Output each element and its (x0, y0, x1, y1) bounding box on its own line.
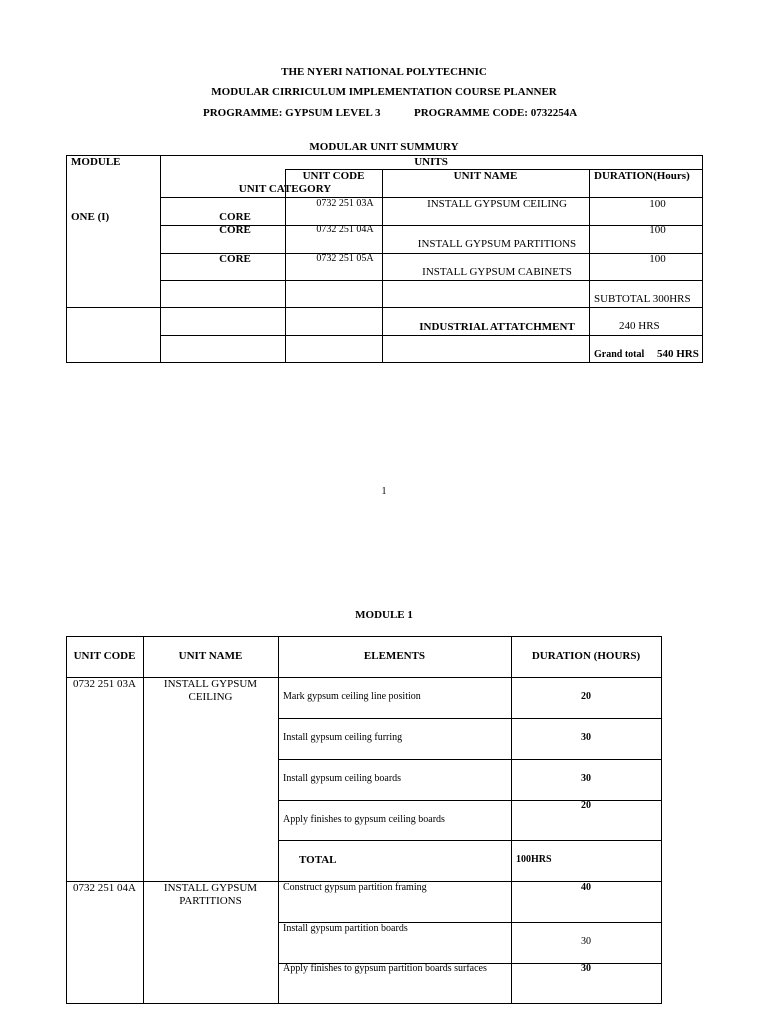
element-text: Install gypsum partition boards (283, 923, 408, 934)
unit-name-line: INSTALL GYPSUM (163, 678, 258, 690)
module-name: ONE (I) (71, 211, 110, 223)
module1-title: MODULE 1 (355, 609, 413, 621)
unit-code: 0732 251 03A (73, 678, 136, 690)
unit-category-header: UNIT CATEGORY (238, 183, 332, 195)
unit-category: CORE (219, 211, 251, 223)
module-header: MODULE (71, 156, 121, 168)
element-text: Install gypsum ceiling furring (283, 732, 403, 743)
element-hours: 30 (581, 732, 591, 743)
element-text: Install gypsum ceiling boards (283, 773, 402, 784)
unit-name-header: UNIT NAME (178, 650, 243, 662)
unit-name-line: PARTITIONS (179, 895, 242, 907)
industrial-attachment-label: INDUSTRIAL ATTATCHMENT (419, 321, 575, 333)
unit-code: 0732 251 03A (316, 198, 374, 209)
element-text: Mark gypsum ceiling line position (283, 691, 421, 702)
grand-total-value: 540 HRS (657, 348, 699, 360)
duration-header: DURATION (HOURS) (531, 650, 641, 662)
unit-code-header: UNIT CODE (73, 650, 136, 662)
unit-name: INSTALL GYPSUM CABINETS (422, 266, 572, 278)
total-value: 100HRS (516, 854, 552, 865)
unit-code: 0732 251 04A (316, 224, 374, 235)
unit-duration: 100 (649, 198, 666, 210)
unit-duration: 100 (649, 253, 666, 265)
subtotal: SUBTOTAL 300HRS (594, 293, 691, 305)
element-hours: 40 (581, 882, 591, 893)
unit-category: CORE (219, 224, 251, 236)
total-label: TOTAL (299, 854, 337, 866)
unit-code-header: UNIT CODE (302, 170, 365, 182)
units-header: UNITS (414, 156, 448, 168)
grand-total-label: Grand total (594, 349, 645, 360)
programme-code: PROGRAMME CODE: 0732254A (414, 107, 578, 119)
unit-code: 0732 251 05A (316, 253, 374, 264)
page-number: 1 (381, 486, 387, 497)
unit-name-header: UNIT NAME (453, 170, 518, 182)
element-text: Apply finishes to gypsum ceiling boards (283, 814, 445, 825)
summary-title: MODULAR UNIT SUMMURY (309, 141, 459, 153)
element-text: Apply finishes to gypsum partition boards surfaces (283, 963, 487, 974)
elements-header: ELEMENTS (363, 650, 426, 662)
element-hours: 30 (581, 773, 591, 784)
unit-category: CORE (219, 253, 251, 265)
element-text: Construct gypsum partition framing (283, 882, 427, 893)
industrial-attachment-hours: 240 HRS (619, 320, 660, 332)
unit-name: INSTALL GYPSUM CEILING (427, 198, 567, 210)
element-hours: 30 (581, 936, 591, 947)
programme-label: PROGRAMME: GYPSUM LEVEL 3 (203, 107, 381, 119)
unit-name: INSTALL GYPSUM PARTITIONS (417, 238, 577, 250)
institution-title: THE NYERI NATIONAL POLYTECHNIC (281, 66, 487, 78)
element-hours: 20 (581, 691, 591, 702)
unit-duration: 100 (649, 224, 666, 236)
unit-name-line: INSTALL GYPSUM (163, 882, 258, 894)
planner-title: MODULAR CIRRICULUM IMPLEMENTATION COURSE PLANNER (211, 86, 557, 98)
element-hours: 30 (581, 963, 591, 974)
duration-header: DURATION(Hours) (594, 170, 690, 182)
element-hours: 20 (581, 800, 591, 811)
unit-code: 0732 251 04A (73, 882, 136, 894)
unit-name-line: CEILING (188, 691, 233, 703)
